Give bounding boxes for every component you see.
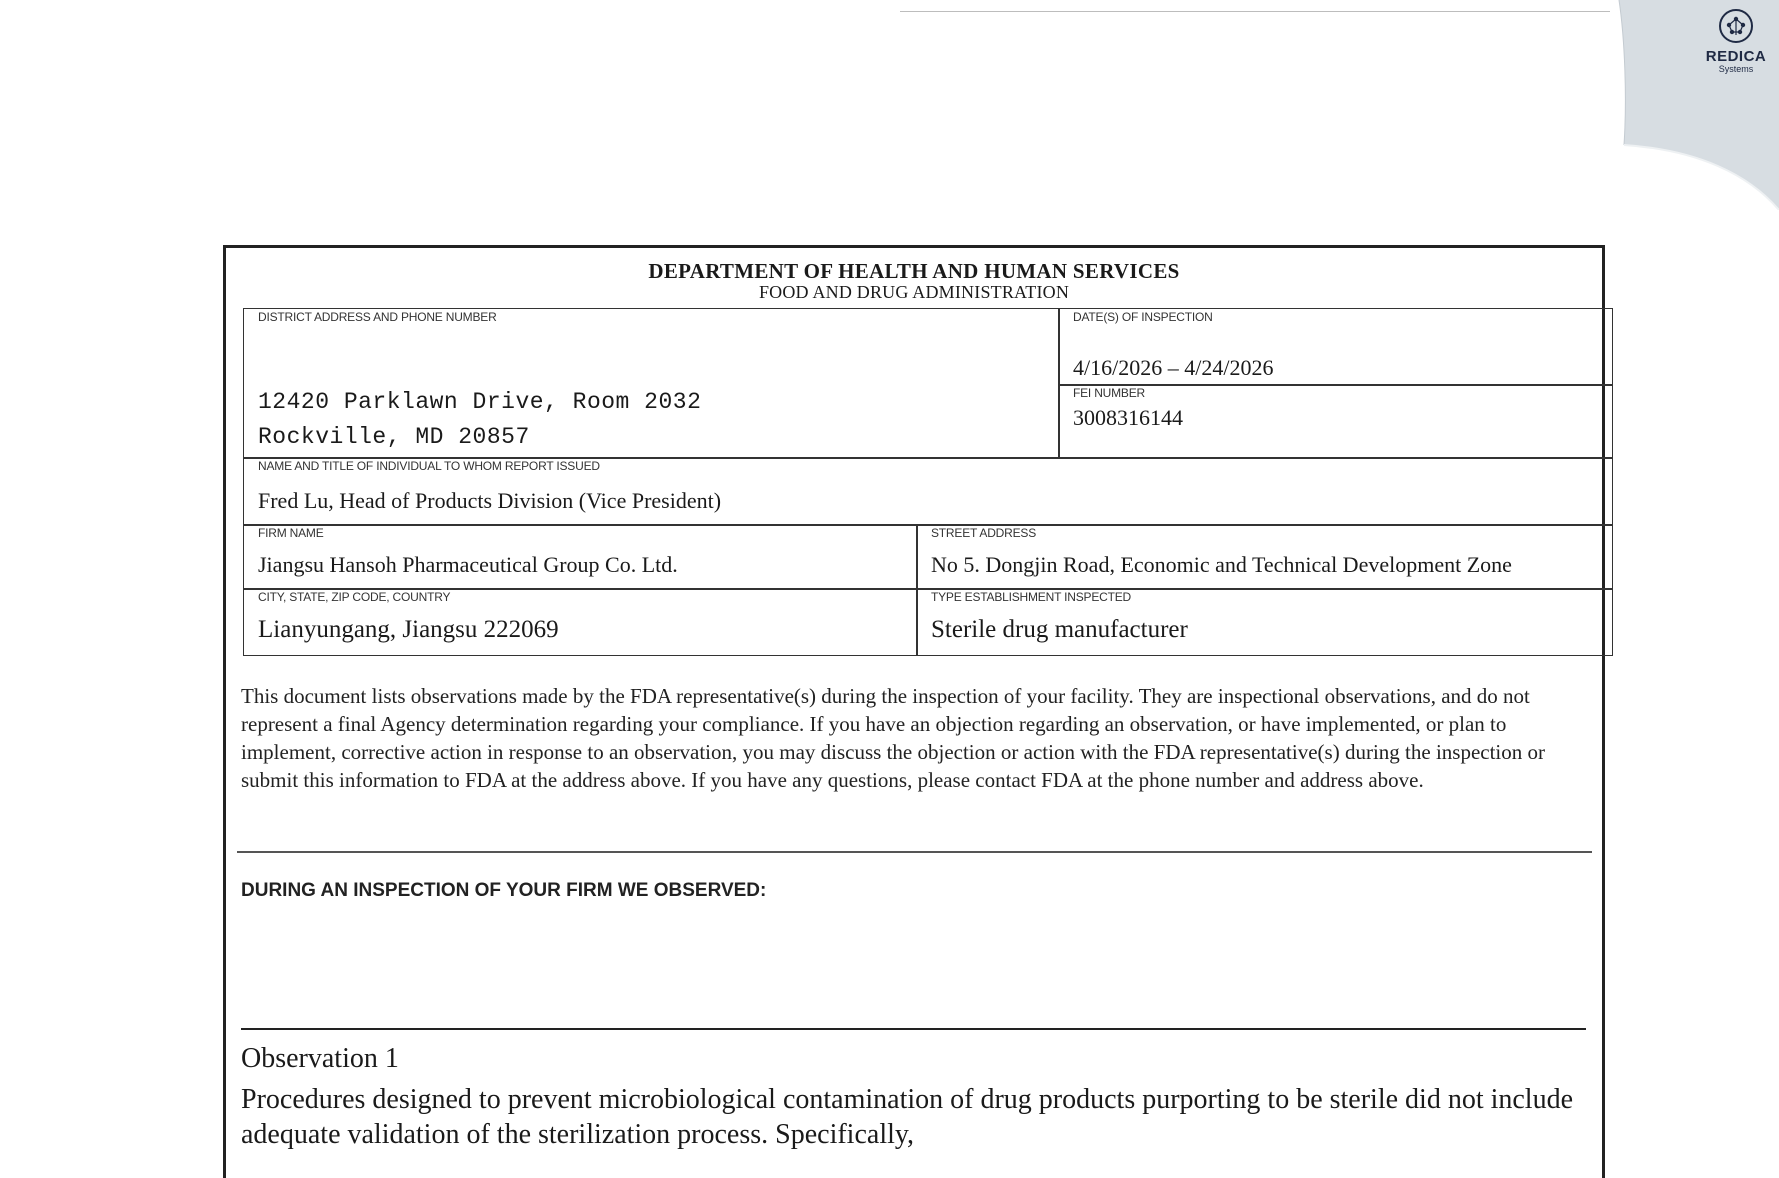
fei-number-cell: [1058, 384, 1613, 459]
inspection-dates-label: DATE(S) OF INSPECTION: [1073, 310, 1213, 324]
observation-divider: [241, 1028, 1586, 1030]
district-address-cell: [243, 308, 1060, 459]
section-divider: [237, 851, 1592, 853]
district-address-line1: 12420 Parklawn Drive, Room 2032: [258, 389, 702, 415]
brand-name: REDICA: [1705, 48, 1767, 65]
network-logo-icon: [1718, 8, 1754, 44]
city-label: CITY, STATE, ZIP CODE, COUNTRY: [258, 590, 451, 604]
observation-text: Procedures designed to prevent microbiological contamination of drug products purporting to be sterile did not include adequate validation of the sterilization process. Specifically,: [241, 1084, 1574, 1150]
individual-label: NAME AND TITLE OF INDIVIDUAL TO WHOM REPORT ISSUED: [258, 459, 600, 473]
district-address-line2: Rockville, MD 20857: [258, 424, 530, 450]
firm-name-label: FIRM NAME: [258, 526, 324, 540]
street-address-label: STREET ADDRESS: [931, 526, 1037, 540]
street-address-value: No 5. Dongjin Road, Economic and Technical Development Zone: [931, 552, 1512, 577]
form-header-title: DEPARTMENT OF HEALTH AND HUMAN SERVICES: [648, 259, 1180, 283]
inspection-dates-cell: [1058, 308, 1613, 386]
establishment-type-cell: [916, 588, 1613, 656]
form-header-subtitle: FOOD AND DRUG ADMINISTRATION: [758, 282, 1070, 302]
city-value: Lianyungang, Jiangsu 222069: [258, 616, 559, 643]
establishment-type-value: Sterile drug manufacturer: [931, 616, 1188, 643]
inspection-dates-value: 4/16/2026 – 4/24/2026: [1073, 355, 1274, 380]
establishment-type-label: TYPE ESTABLISHMENT INSPECTED: [931, 590, 1131, 604]
redica-logo: [1701, 8, 1771, 74]
observation-title: Observation 1: [241, 1043, 399, 1074]
fda-483-form: [223, 245, 1605, 1178]
individual-value: Fred Lu, Head of Products Division (Vice President): [258, 488, 722, 513]
city-cell: [243, 588, 918, 656]
notice-paragraph: This document lists observations made by the FDA representative(s) during the inspection of your facility. They are inspectional observations, and do not represent a final Agency determination regarding your compliance. If you have an objection regarding an observation, or have implemented, or plan to implement, corrective action in response to an observation, you may discuss the objection or action with the FDA representative(s) during the inspection or submit this information to FDA at the address above. If you have any questions, please contact FDA at the phone number and address above.: [241, 684, 1545, 792]
form-fields-grid: [243, 308, 1613, 656]
brand-subtitle: Systems: [1718, 64, 1754, 74]
top-scan-line: [900, 11, 1610, 12]
street-address-cell: [916, 524, 1613, 590]
fei-number-label: FEI NUMBER: [1073, 386, 1146, 400]
individual-cell: [243, 457, 1613, 526]
fei-number-value: 3008316144: [1073, 405, 1183, 430]
observed-heading: DURING AN INSPECTION OF YOUR FIRM WE OBSERVED:: [241, 880, 767, 901]
district-address-label: DISTRICT ADDRESS AND PHONE NUMBER: [258, 310, 497, 324]
firm-name-value: Jiangsu Hansoh Pharmaceutical Group Co. Ltd.: [258, 552, 678, 577]
firm-name-cell: [243, 524, 918, 590]
